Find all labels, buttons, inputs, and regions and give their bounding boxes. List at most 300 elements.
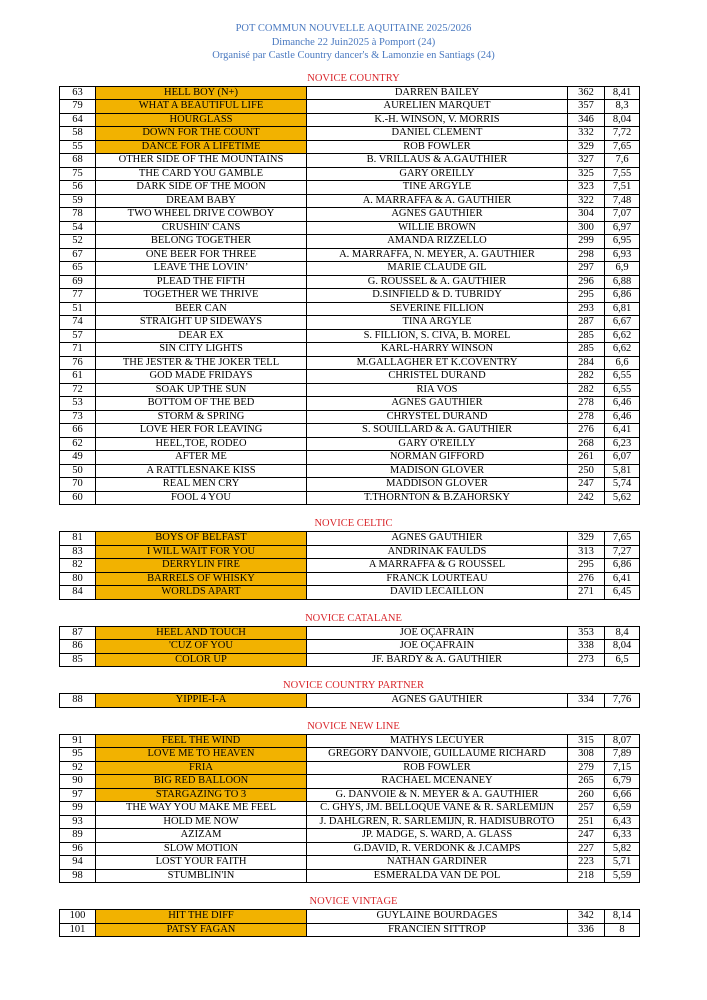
section-title: NOVICE COUNTRY [307, 72, 400, 84]
dance-number-cell: 49 [60, 451, 96, 465]
table-row [60, 586, 640, 600]
dance-title-cell: STORM & SPRING [96, 410, 307, 424]
table-row [60, 235, 640, 249]
dance-number-cell: 80 [60, 572, 96, 586]
choreographer-cell: RACHAEL MCENANEY [307, 775, 568, 789]
score-cell: 304 [568, 208, 605, 222]
score-cell: 261 [568, 451, 605, 465]
score-cell: 247 [568, 829, 605, 843]
average-cell: 8,3 [605, 100, 640, 114]
results-table [59, 693, 640, 708]
score-cell: 257 [568, 802, 605, 816]
choreographer-cell: FRANCIEN SITTROP [307, 923, 568, 937]
section-title: NOVICE VINTAGE [309, 896, 398, 907]
choreographer-cell: AURELIEN MARQUET [307, 100, 568, 114]
results-table [59, 626, 640, 668]
score-cell: 276 [568, 424, 605, 438]
dance-title-cell: 'CUZ OF YOU [96, 640, 307, 654]
choreographer-cell: A MARRAFFA & G ROUSSEL [307, 559, 568, 573]
choreographer-cell: AMANDA RIZZELLO [307, 235, 568, 249]
dance-title-cell: OTHER SIDE OF THE MOUNTAINS [96, 154, 307, 168]
dance-number-cell: 93 [60, 815, 96, 829]
dance-title-cell: HEEL,TOE, RODEO [96, 437, 307, 451]
table-row [60, 289, 640, 303]
dance-number-cell: 101 [60, 923, 96, 937]
section-title: NOVICE CELTIC [314, 518, 393, 529]
dance-number-cell: 53 [60, 397, 96, 411]
dance-title-cell: DEAR EX [96, 329, 307, 343]
dance-number-cell: 60 [60, 491, 96, 505]
table-row [60, 694, 640, 708]
section-title: NOVICE COUNTRY PARTNER [283, 680, 424, 691]
dance-number-cell: 74 [60, 316, 96, 330]
choreographer-cell: GARY O'REILLY [307, 437, 568, 451]
choreographer-cell: S. FILLION, S. CIVA, B. MOREL [307, 329, 568, 343]
dance-number-cell: 58 [60, 127, 96, 141]
average-cell: 6,62 [605, 343, 640, 357]
table-row [60, 208, 640, 222]
score-cell: 287 [568, 316, 605, 330]
dance-title-cell: HIT THE DIFF [96, 910, 307, 924]
score-cell: 362 [568, 86, 605, 100]
average-cell: 8 [605, 923, 640, 937]
table-row [60, 640, 640, 654]
score-cell: 271 [568, 586, 605, 600]
choreographer-cell: AGNES GAUTHIER [307, 694, 568, 708]
dance-number-cell: 68 [60, 154, 96, 168]
score-cell: 265 [568, 775, 605, 789]
score-cell: 293 [568, 302, 605, 316]
average-cell: 6,62 [605, 329, 640, 343]
score-cell: 298 [568, 248, 605, 262]
score-cell: 300 [568, 221, 605, 235]
average-cell: 7,51 [605, 181, 640, 195]
choreographer-cell: GARY OREILLY [307, 167, 568, 181]
table-row [60, 370, 640, 384]
score-cell: 325 [568, 167, 605, 181]
table-row [60, 194, 640, 208]
dance-title-cell: BOTTOM OF THE BED [96, 397, 307, 411]
dance-title-cell: STUMBLIN'IN [96, 869, 307, 883]
dance-number-cell: 83 [60, 545, 96, 559]
dance-number-cell: 77 [60, 289, 96, 303]
choreographer-cell: DARREN BAILEY [307, 86, 568, 100]
average-cell: 6,93 [605, 248, 640, 262]
average-cell: 6,46 [605, 397, 640, 411]
table-row [60, 802, 640, 816]
table-row [60, 653, 640, 667]
choreographer-cell: B. VRILLAUS & A.GAUTHIER [307, 154, 568, 168]
average-cell: 7,65 [605, 532, 640, 546]
dance-title-cell: SOAK UP THE SUN [96, 383, 307, 397]
results-table [59, 909, 640, 937]
choreographer-cell: ANDRINAK FAULDS [307, 545, 568, 559]
dance-number-cell: 54 [60, 221, 96, 235]
dance-title-cell: THE WAY YOU MAKE ME FEEL [96, 802, 307, 816]
choreographer-cell: RIA VOS [307, 383, 568, 397]
table-row [60, 491, 640, 505]
average-cell: 5,62 [605, 491, 640, 505]
dance-title-cell: DERRYLIN FIRE [96, 559, 307, 573]
table-row [60, 829, 640, 843]
table-row [60, 532, 640, 546]
score-cell: 338 [568, 640, 605, 654]
dance-number-cell: 63 [60, 86, 96, 100]
document-header [0, 0, 707, 63]
dance-number-cell: 97 [60, 788, 96, 802]
table-row [60, 748, 640, 762]
average-cell: 7,55 [605, 167, 640, 181]
dance-number-cell: 85 [60, 653, 96, 667]
score-cell: 251 [568, 815, 605, 829]
choreographer-cell: D.SINFIELD & D. TUBRIDY [307, 289, 568, 303]
score-cell: 278 [568, 397, 605, 411]
dance-title-cell: DARK SIDE OF THE MOON [96, 181, 307, 195]
table-row [60, 424, 640, 438]
table-row [60, 572, 640, 586]
choreographer-cell: NATHAN GARDINER [307, 856, 568, 870]
table-row [60, 923, 640, 937]
dance-title-cell: THE CARD YOU GAMBLE [96, 167, 307, 181]
dance-number-cell: 86 [60, 640, 96, 654]
score-cell: 308 [568, 748, 605, 762]
choreographer-cell: CHRYSTEL DURAND [307, 410, 568, 424]
average-cell: 8,04 [605, 113, 640, 127]
choreographer-cell: JOE OÇAFRAIN [307, 626, 568, 640]
section-title: NOVICE CATALANE [305, 612, 402, 624]
average-cell: 6,88 [605, 275, 640, 289]
dance-number-cell: 57 [60, 329, 96, 343]
event-organizer: Organisé par Castle Country dancer's & Lamonzie en Santiags (24) [212, 50, 495, 61]
choreographer-cell: FRANCK LOURTEAU [307, 572, 568, 586]
score-cell: 315 [568, 734, 605, 748]
results-sections [0, 72, 707, 938]
dance-number-cell: 51 [60, 302, 96, 316]
dance-title-cell: STARGAZING TO 3 [96, 788, 307, 802]
dance-number-cell: 91 [60, 734, 96, 748]
table-row [60, 167, 640, 181]
average-cell: 8,4 [605, 626, 640, 640]
dance-number-cell: 98 [60, 869, 96, 883]
average-cell: 6,97 [605, 221, 640, 235]
dance-number-cell: 78 [60, 208, 96, 222]
dance-number-cell: 55 [60, 140, 96, 154]
dance-title-cell: LOST YOUR FAITH [96, 856, 307, 870]
dance-title-cell: LOVE ME TO HEAVEN [96, 748, 307, 762]
average-cell: 6,6 [605, 356, 640, 370]
table-row [60, 910, 640, 924]
dance-number-cell: 71 [60, 343, 96, 357]
dance-title-cell: THE JESTER & THE JOKER TELL [96, 356, 307, 370]
table-row [60, 734, 640, 748]
dance-title-cell: BEER CAN [96, 302, 307, 316]
score-cell: 299 [568, 235, 605, 249]
dance-title-cell: YIPPIE-I-A [96, 694, 307, 708]
dance-number-cell: 94 [60, 856, 96, 870]
choreographer-cell: MATHYS LECUYER [307, 734, 568, 748]
choreographer-cell: JOE OÇAFRAIN [307, 640, 568, 654]
average-cell: 6,41 [605, 572, 640, 586]
average-cell: 5,82 [605, 842, 640, 856]
score-cell: 295 [568, 559, 605, 573]
choreographer-cell: S. SOUILLARD & A. GAUTHIER [307, 424, 568, 438]
score-cell: 332 [568, 127, 605, 141]
dance-title-cell: CRUSHIN' CANS [96, 221, 307, 235]
average-cell: 5,71 [605, 856, 640, 870]
average-cell: 7,27 [605, 545, 640, 559]
average-cell: 7,65 [605, 140, 640, 154]
dance-title-cell: I WILL WAIT FOR YOU [96, 545, 307, 559]
average-cell: 6,33 [605, 829, 640, 843]
average-cell: 8,14 [605, 910, 640, 924]
dance-number-cell: 73 [60, 410, 96, 424]
table-row [60, 559, 640, 573]
score-cell: 296 [568, 275, 605, 289]
average-cell: 5,81 [605, 464, 640, 478]
results-table [59, 86, 640, 506]
score-cell: 273 [568, 653, 605, 667]
score-cell: 284 [568, 356, 605, 370]
choreographer-cell: WILLIE BROWN [307, 221, 568, 235]
average-cell: 7,48 [605, 194, 640, 208]
average-cell: 5,74 [605, 478, 640, 492]
score-cell: 279 [568, 761, 605, 775]
dance-title-cell: TOGETHER WE THRIVE [96, 289, 307, 303]
dance-title-cell: DANCE FOR A LIFETIME [96, 140, 307, 154]
dance-title-cell: DREAM BABY [96, 194, 307, 208]
average-cell: 5,59 [605, 869, 640, 883]
score-cell: 282 [568, 370, 605, 384]
score-cell: 218 [568, 869, 605, 883]
dance-number-cell: 96 [60, 842, 96, 856]
dance-title-cell: BIG RED BALLOON [96, 775, 307, 789]
score-cell: 342 [568, 910, 605, 924]
table-row [60, 856, 640, 870]
average-cell: 8,41 [605, 86, 640, 100]
dance-number-cell: 56 [60, 181, 96, 195]
choreographer-cell: GUYLAINE BOURDAGES [307, 910, 568, 924]
score-cell: 353 [568, 626, 605, 640]
choreographer-cell: JP. MADGE, S. WARD, A. GLASS [307, 829, 568, 843]
dance-number-cell: 62 [60, 437, 96, 451]
table-row [60, 316, 640, 330]
dance-title-cell: HOLD ME NOW [96, 815, 307, 829]
average-cell: 7,76 [605, 694, 640, 708]
choreographer-cell: G. ROUSSEL & A. GAUTHIER [307, 275, 568, 289]
score-cell: 313 [568, 545, 605, 559]
table-row [60, 181, 640, 195]
score-cell: 223 [568, 856, 605, 870]
dance-title-cell: LEAVE THE LOVIN’ [96, 262, 307, 276]
table-row [60, 329, 640, 343]
table-row [60, 221, 640, 235]
dance-title-cell: TWO WHEEL DRIVE COWBOY [96, 208, 307, 222]
dance-title-cell: GOD MADE FRIDAYS [96, 370, 307, 384]
table-row [60, 397, 640, 411]
dance-number-cell: 99 [60, 802, 96, 816]
choreographer-cell: TINA ARGYLE [307, 316, 568, 330]
section-title: NOVICE NEW LINE [307, 720, 400, 732]
average-cell: 6,41 [605, 424, 640, 438]
dance-number-cell: 75 [60, 167, 96, 181]
dance-title-cell: WORLDS APART [96, 586, 307, 600]
table-row [60, 343, 640, 357]
score-cell: 247 [568, 478, 605, 492]
choreographer-cell: MARIE CLAUDE GIL [307, 262, 568, 276]
score-cell: 346 [568, 113, 605, 127]
table-row [60, 140, 640, 154]
choreographer-cell: DAVID LECAILLON [307, 586, 568, 600]
results-table [59, 734, 640, 884]
score-cell: 297 [568, 262, 605, 276]
dance-title-cell: BARRELS OF WHISKY [96, 572, 307, 586]
average-cell: 6,23 [605, 437, 640, 451]
table-row [60, 545, 640, 559]
dance-number-cell: 84 [60, 586, 96, 600]
choreographer-cell: CHRISTEL DURAND [307, 370, 568, 384]
score-cell: 329 [568, 532, 605, 546]
table-row [60, 761, 640, 775]
table-row [60, 154, 640, 168]
table-row [60, 302, 640, 316]
average-cell: 6,81 [605, 302, 640, 316]
dance-title-cell: LOVE HER FOR LEAVING [96, 424, 307, 438]
choreographer-cell: C. GHYS, JM. BELLOQUE VANE & R. SARLEMIJN [307, 802, 568, 816]
choreographer-cell: TINE ARGYLE [307, 181, 568, 195]
event-title: POT COMMUN NOUVELLE AQUITAINE 2025/2026 [235, 23, 472, 34]
table-row [60, 113, 640, 127]
dance-number-cell: 59 [60, 194, 96, 208]
average-cell: 6,86 [605, 289, 640, 303]
score-cell: 357 [568, 100, 605, 114]
score-cell: 336 [568, 923, 605, 937]
dance-title-cell: PLEAD THE FIFTH [96, 275, 307, 289]
table-row [60, 869, 640, 883]
results-table [59, 531, 640, 600]
average-cell: 6,59 [605, 802, 640, 816]
table-row [60, 100, 640, 114]
average-cell: 6,95 [605, 235, 640, 249]
choreographer-cell: JF. BARDY & A. GAUTHIER [307, 653, 568, 667]
dance-number-cell: 52 [60, 235, 96, 249]
score-cell: 242 [568, 491, 605, 505]
dance-number-cell: 95 [60, 748, 96, 762]
average-cell: 7,6 [605, 154, 640, 168]
table-row [60, 262, 640, 276]
dance-title-cell: AFTER ME [96, 451, 307, 465]
score-cell: 322 [568, 194, 605, 208]
average-cell: 6,45 [605, 586, 640, 600]
score-cell: 276 [568, 572, 605, 586]
choreographer-cell: SEVERINE FILLION [307, 302, 568, 316]
average-cell: 8,04 [605, 640, 640, 654]
dance-title-cell: SIN CITY LIGHTS [96, 343, 307, 357]
score-cell: 285 [568, 343, 605, 357]
dance-title-cell: BELONG TOGETHER [96, 235, 307, 249]
dance-title-cell: COLOR UP [96, 653, 307, 667]
dance-title-cell: SLOW MOTION [96, 842, 307, 856]
dance-number-cell: 100 [60, 910, 96, 924]
score-cell: 268 [568, 437, 605, 451]
choreographer-cell: AGNES GAUTHIER [307, 208, 568, 222]
average-cell: 7,72 [605, 127, 640, 141]
average-cell: 6,55 [605, 383, 640, 397]
average-cell: 6,46 [605, 410, 640, 424]
score-cell: 329 [568, 140, 605, 154]
choreographer-cell: MADISON GLOVER [307, 464, 568, 478]
choreographer-cell: M.GALLAGHER ET K.COVENTRY [307, 356, 568, 370]
dance-title-cell: REAL MEN CRY [96, 478, 307, 492]
table-row [60, 127, 640, 141]
average-cell: 6,9 [605, 262, 640, 276]
choreographer-cell: AGNES GAUTHIER [307, 532, 568, 546]
score-cell: 285 [568, 329, 605, 343]
average-cell: 6,66 [605, 788, 640, 802]
table-row [60, 842, 640, 856]
table-row [60, 626, 640, 640]
dance-number-cell: 66 [60, 424, 96, 438]
dance-number-cell: 65 [60, 262, 96, 276]
choreographer-cell: G.DAVID, R. VERDONK & J.CAMPS [307, 842, 568, 856]
dance-number-cell: 72 [60, 383, 96, 397]
table-row [60, 437, 640, 451]
dance-number-cell: 76 [60, 356, 96, 370]
choreographer-cell: ESMERALDA VAN DE POL [307, 869, 568, 883]
choreographer-cell: A. MARRAFFA & A. GAUTHIER [307, 194, 568, 208]
table-row [60, 788, 640, 802]
score-cell: 250 [568, 464, 605, 478]
average-cell: 6,55 [605, 370, 640, 384]
dance-title-cell: HEEL AND TOUCH [96, 626, 307, 640]
dance-title-cell: AZIZAM [96, 829, 307, 843]
score-cell: 295 [568, 289, 605, 303]
table-row [60, 451, 640, 465]
average-cell: 6,67 [605, 316, 640, 330]
table-row [60, 478, 640, 492]
score-cell: 227 [568, 842, 605, 856]
choreographer-cell: A. MARRAFFA, N. MEYER, A. GAUTHIER [307, 248, 568, 262]
dance-number-cell: 64 [60, 113, 96, 127]
choreographer-cell: ROB FOWLER [307, 140, 568, 154]
dance-title-cell: STRAIGHT UP SIDEWAYS [96, 316, 307, 330]
table-row [60, 815, 640, 829]
dance-number-cell: 89 [60, 829, 96, 843]
average-cell: 8,07 [605, 734, 640, 748]
dance-title-cell: BOYS OF BELFAST [96, 532, 307, 546]
table-row [60, 464, 640, 478]
dance-number-cell: 50 [60, 464, 96, 478]
choreographer-cell: NORMAN GIFFORD [307, 451, 568, 465]
choreographer-cell: K.-H. WINSON, V. MORRIS [307, 113, 568, 127]
dance-number-cell: 81 [60, 532, 96, 546]
score-cell: 323 [568, 181, 605, 195]
dance-number-cell: 61 [60, 370, 96, 384]
average-cell: 6,5 [605, 653, 640, 667]
table-row [60, 248, 640, 262]
dance-title-cell: HELL BOY (N+) [96, 86, 307, 100]
table-row [60, 86, 640, 100]
dance-title-cell: FEEL THE WIND [96, 734, 307, 748]
table-row [60, 275, 640, 289]
dance-title-cell: WHAT A BEAUTIFUL LIFE [96, 100, 307, 114]
dance-title-cell: FOOL 4 YOU [96, 491, 307, 505]
choreographer-cell: G. DANVOIE & N. MEYER & A. GAUTHIER [307, 788, 568, 802]
choreographer-cell: KARL-HARRY WINSON [307, 343, 568, 357]
dance-title-cell: PATSY FAGAN [96, 923, 307, 937]
table-row [60, 775, 640, 789]
choreographer-cell: T.THORNTON & B.ZAHORSKY [307, 491, 568, 505]
dance-number-cell: 70 [60, 478, 96, 492]
